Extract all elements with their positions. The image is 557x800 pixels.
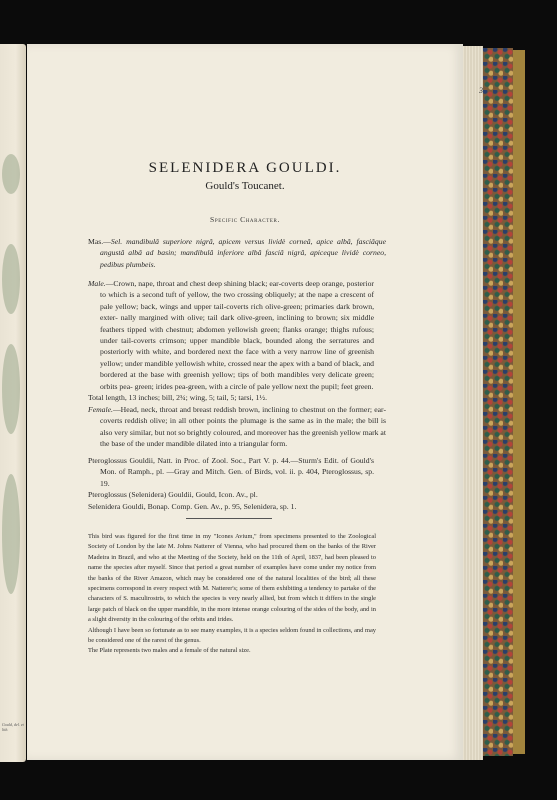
facing-plate-caption: Gould, del. et lith. (2, 722, 24, 732)
measurements: Total length, 13 inches; bill, 2¾; wing, 5; tail, 5; tarsi, 1½. (88, 393, 268, 403)
female-line: yellow mark at the base of the under mandible dilated into a triangular form. (100, 427, 386, 449)
male-line: nally margined with olive; tail dark olive-green, inclining to brown; six middle feathers (100, 313, 374, 334)
female-line: —Head, neck, throat and breast reddish brown, inclining to chestnut on the former; (112, 405, 373, 414)
female-label: Female. (88, 405, 113, 414)
synonym-entry: Selenidera Gouldi, Bonap. Comp. Gen. Av., p. 95, Selenidera, sp. 1. (88, 501, 297, 511)
notes-section (88, 532, 376, 657)
notes-paragraph: This bird was figured for the first time in my "Icones Avium," from specimens presented to the Zoological Society of London by the late M. Johns Natterer of Vienna, who had procured them on the banks of the River Madeira in Brazil, and who at the Meeting of the Society, held on the 11th of April, 1837, had been pleased to name the species after myself. Since that period a great number of examples have come under my notice from the banks of the River Amazon, which may be considered one of the natural localities of the bird; all these specimens correspond in every respect with M. Natterer's; some of them exhibiting a tendency to partake of the characters of S. maculirostris, to which the species is very nearly allied, but from which it differs in the single large patch of black on the upper mandible, in the more intense orange colouring of the sides of the body, and in a slight diversity in the colouring of the orbits and irides. (88, 533, 376, 624)
male-description (88, 278, 374, 403)
synonymy (88, 455, 374, 512)
synonym-entry (88, 455, 374, 489)
section-divider (186, 518, 272, 519)
section-heading: Specific Character. (210, 215, 280, 224)
page-edges (463, 46, 483, 760)
plant-illustration (2, 474, 20, 594)
male-line: green; irides pea-green, with a circle of pale yellow next the pupil; feet green. (134, 381, 374, 391)
facing-plate-page (0, 44, 26, 762)
cover-edge (513, 50, 525, 754)
plant-illustration (2, 154, 20, 194)
latin-description (88, 236, 386, 270)
male-line: —Crown, nape, throat and chest deep shining black; ear-coverts deep orange, posterior to (100, 279, 374, 300)
male-line: tipped with chestnut; abdomen yellowish green; flanks orange; thighs rufous; under (100, 324, 374, 346)
plant-illustration (2, 344, 20, 434)
male-line: with white, and bordered next the face with a very narrow line of greenish yellow; under (100, 347, 375, 368)
male-line: at the base with greenish yellow; tips of both mandibles very delicate green; orbits pea- (100, 370, 374, 391)
male-line: which is a second tuft of yellow, the two crossing obliquely; at the nape a crescent of pale (100, 290, 375, 311)
female-description (88, 404, 386, 450)
female-line: bill is also very similar, but not so brightly coloured, and moreover has the greenish (100, 416, 387, 437)
mas-label: Mas.— (88, 237, 111, 246)
notes-paragraph: Although I have been so fortunate as to see many examples, it is a species seldom found in collections, and may be considered one of the rarest of the genus. (88, 626, 376, 645)
latin-text: Sel. mandibulâ superiore nigrâ, apicem versus lividè corneâ, apice albâ, fasciâque angustâ albâ ad basin; mandibulâ inferiore albâ fasciâ nigrâ, apiceque lividè corneo, pedibus plumbeis. (100, 237, 386, 269)
common-name: Gould's Toucanet. (205, 180, 285, 192)
plant-illustration (2, 244, 20, 314)
marbled-cover (483, 48, 513, 756)
female-line: ear-coverts reddish olive; in all other points the plumage is the same as in the male; the (100, 405, 387, 426)
male-line: yellow; back, wings and upper tail-coverts rich olive-green; primaries dark brown, exter- (100, 301, 374, 323)
synonym-entry: Pteroglossus (Selenidera) Gouldii, Gould, Icon. Av., pl. (88, 490, 258, 500)
synonym-line: Pteroglossus Gouldii, Natt. in Proc. of Zool. Soc., Part V. p. 44.—Sturm's Edit. of Gould's (88, 456, 374, 465)
notes-paragraph: The Plate represents two males and a female of the natural size. (88, 647, 251, 655)
male-paragraph (88, 278, 374, 392)
male-line: mandible yellowish white, crossed near the apex with a band of black, and bordered (100, 358, 375, 380)
male-label: Male. (88, 279, 106, 288)
page-title: SELENIDERA GOULDI. (148, 160, 342, 176)
synonym-line: Mon. of Ramph., pl. —Gray and Mitch. Gen. of Birds, vol. ii. p. 404, Pteroglossus, (100, 467, 363, 477)
synonym-line: sp. 19. (100, 467, 374, 488)
page-number: 3 (479, 86, 483, 95)
male-line: tail-coverts crimson; upper mandible black, bounded along the serratures and posteriorly (100, 336, 374, 357)
